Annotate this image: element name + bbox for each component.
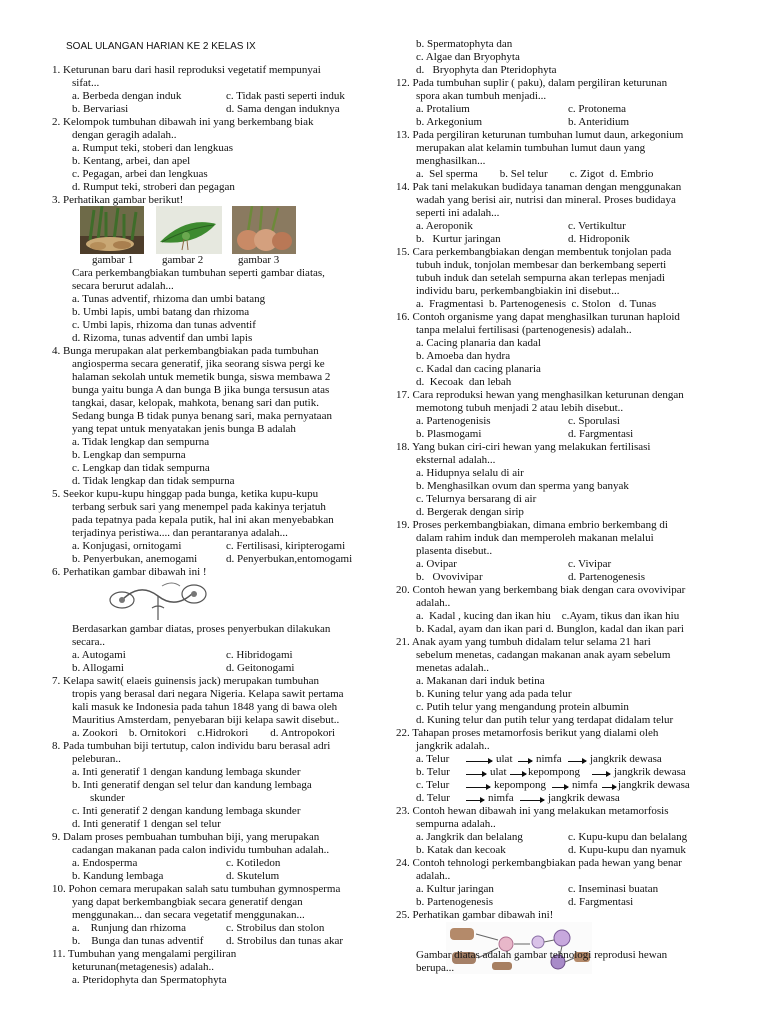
q22-a-stage: nimfa xyxy=(536,753,562,765)
q15-stem: tubuh induk, tonjolan membesar dan berkembang seperti xyxy=(416,259,667,271)
q12-stem: spora akan tumbuh menjadi... xyxy=(416,90,547,102)
q14-option-b: b. Kurtur jaringan xyxy=(416,233,501,245)
q4-option-a: a. Tidak lengkap dan sempurna xyxy=(72,436,210,448)
q6-option-b: b. Allogami xyxy=(72,662,124,674)
q8-stem: 8. Pada tumbuhan biji tertutup, calon individu baru berasal adri xyxy=(52,740,331,752)
q21-option-d: d. Kuning telur dan putih telur yang terdapat didalam telur xyxy=(416,714,674,726)
q12-option-a: a. Protalium xyxy=(416,103,470,115)
q3-image-1 xyxy=(80,206,144,254)
q6-subtext: secara.. xyxy=(72,636,105,648)
q3-option-c: c. Umbi lapis, rhizoma dan tunas adventif xyxy=(72,319,256,331)
q6-subtext: Berdasarkan gambar diatas, proses penyerbukan dilakukan xyxy=(72,623,331,635)
q7-stem: tropis yang berasal dari negara Nigeria. Kelapa sawit pertama xyxy=(72,688,344,700)
q22-c-stage: nimfa xyxy=(572,779,598,791)
arrow-right-icon xyxy=(568,761,586,762)
q23-option-d: d. Kupu-kupu dan nyamuk xyxy=(568,844,686,856)
q3-image-label-3: gambar 3 xyxy=(238,254,280,266)
q22-b-stage: ulat xyxy=(490,766,507,778)
q18-option-a: a. Hidupnya selalu di air xyxy=(416,467,524,479)
q18-stem: 18. Yang bukan ciri-ciri hewan yang melakukan fertilisasi xyxy=(396,441,651,453)
q10-option-b: b. Bunga dan tunas adventif xyxy=(72,935,204,947)
q4-stem: Sedang bunga B tidak punya benang sari, maka pernyataan xyxy=(72,410,332,422)
q4-stem: angiosperma secara generatif, jika seorang siswa pergi ke xyxy=(72,358,325,370)
q12-stem: 12. Pada tumbuhan suplir ( paku), dalam pergiliran keturunan xyxy=(396,77,668,89)
q2-option-d: d. Rumput teki, stroberi dan pegagan xyxy=(72,181,235,193)
q8-option-c: c. Inti generatif 2 dengan kandung lembaga skunder xyxy=(72,805,301,817)
q6-stem: 6. Perhatikan gambar dibawah ini ! xyxy=(52,566,207,578)
q13-options: a. Sel sperma b. Sel telur c. Zigot d. Embrio xyxy=(416,168,654,180)
q3-image-3 xyxy=(232,206,296,254)
q23-option-a: a. Jangkrik dan belalang xyxy=(416,831,523,843)
q3-subtext: secara berurut adalah... xyxy=(72,280,174,292)
q16-option-a: a. Cacing planaria dan kadal xyxy=(416,337,541,349)
q24-stem: adalah.. xyxy=(416,870,451,882)
q2-option-b: b. Kentang, arbei, dan apel xyxy=(72,155,191,167)
q5-stem: terjadinya peristiwa.... dan perantaranya adalah... xyxy=(72,527,288,539)
page-title: SOAL ULANGAN HARIAN KE 2 KELAS IX xyxy=(66,41,256,52)
q19-option-a: a. Ovipar xyxy=(416,558,457,570)
arrow-right-icon xyxy=(466,761,492,762)
q17-stem: 17. Cara reproduksi hewan yang menghasilkan keturunan dengan xyxy=(396,389,684,401)
q14-stem: wadah yang berisi air, nutrisi dan mineral. Proses budidaya xyxy=(416,194,676,206)
q12-option-d: b. Anteridium xyxy=(568,116,630,128)
q3-subtext: Cara perkembangbiakan tumbuhan seperti gambar diatas, xyxy=(72,267,325,279)
q6-option-a: a. Autogami xyxy=(72,649,126,661)
q17-option-a: a. Partenogenisis xyxy=(416,415,491,427)
q6-option-c: c. Hibridogami xyxy=(226,649,293,661)
q15-stem: 15. Cara perkembangbiakan dengan membentuk tonjolan pada xyxy=(396,246,672,258)
q24-option-b: b. Partenogenesis xyxy=(416,896,493,908)
q24-option-c: c. Inseminasi buatan xyxy=(568,883,659,895)
q25-subtext: berupa... xyxy=(416,962,455,974)
q2-option-a: a. Rumput teki, stoberi dan lengkuas xyxy=(72,142,233,154)
q22-d-stage: jangkrik dewasa xyxy=(548,792,620,804)
q7-stem: kali masuk ke Indonesia pada tahun 1848 yang di bawa oleh xyxy=(72,701,338,713)
q4-stem: bunga yaitu bunga A dan bunga B jika bunga tersusun atas xyxy=(72,384,330,396)
q23-option-c: c. Kupu-kupu dan belalang xyxy=(568,831,688,843)
q17-option-c: c. Sporulasi xyxy=(568,415,620,427)
q21-option-c: c. Putih telur yang mengandung protein albumin xyxy=(416,701,629,713)
q18-option-b: b. Menghasilkan ovum dan sperma yang banyak xyxy=(416,480,629,492)
q16-stem: 16. Contoh organisme yang dapat menghasilkan turunan haploid xyxy=(396,311,680,323)
q5-option-c: c. Fertilisasi, kiripterogami xyxy=(226,540,346,552)
q14-option-c: c. Vertikultur xyxy=(568,220,626,232)
q22-option-a: a. Telur xyxy=(416,753,450,765)
q9-option-a: a. Endosperma xyxy=(72,857,138,869)
q21-option-b: b. Kuning telur yang ada pada telur xyxy=(416,688,572,700)
q1-option-d: d. Sama dengan induknya xyxy=(226,103,340,115)
q16-option-c: c. Kadal dan cacing planaria xyxy=(416,363,541,375)
q14-option-a: a. Aeroponik xyxy=(416,220,473,232)
q11-stem: 11. Tumbuhan yang mengalami pergiliran xyxy=(52,948,237,960)
q20-stem: 20. Contoh hewan yang berkembang biak dengan cara ovovivipar xyxy=(396,584,686,596)
q23-stem: 23. Contoh hewan dibawah ini yang melakukan metamorfosis xyxy=(396,805,669,817)
q10-option-d: d. Strobilus dan tunas akar xyxy=(226,935,344,947)
q10-option-a: a. Runjung dan rhizoma xyxy=(72,922,186,934)
arrow-right-icon xyxy=(602,787,616,788)
q3-stem: 3. Perhatikan gambar berikut! xyxy=(52,194,184,206)
q25-stem: 25. Perhatikan gambar dibawah ini! xyxy=(396,909,554,921)
q12-option-c: c. Protonema xyxy=(568,103,627,115)
q12-option-b: b. Arkegonium xyxy=(416,116,482,128)
q4-stem: 4. Bunga merupakan alat perkembangbiakan pada tumbuhan xyxy=(52,345,319,357)
q4-option-d: d. Tidak lengkap dan tidak sempurna xyxy=(72,475,235,487)
q18-option-d: d. Bergerak dengan sirip xyxy=(416,506,524,518)
arrow-right-icon xyxy=(510,774,526,775)
q4-option-c: c. Lengkap dan tidak sempurna xyxy=(72,462,210,474)
q22-b-stage: jangkrik dewasa xyxy=(614,766,686,778)
q15-options: a. Fragmentasi b. Partenogenesis c. Stolon d. Tunas xyxy=(416,298,657,310)
q14-option-d: d. Hidroponik xyxy=(568,233,630,245)
q3-image-label-2: gambar 2 xyxy=(162,254,204,266)
arrow-right-icon xyxy=(518,761,532,762)
q5-option-d: d. Penyerbukan,entomogami xyxy=(226,553,353,565)
q23-option-b: b. Katak dan kecoak xyxy=(416,844,506,856)
q6-option-d: d. Geitonogami xyxy=(226,662,295,674)
q1-stem: sifat... xyxy=(72,77,100,89)
q5-stem: 5. Seekor kupu-kupu hinggap pada bunga, ketika kupu-kupu xyxy=(52,488,319,500)
q5-stem: terbang serbuk sari yang menempel pada kakinya terjatuh xyxy=(72,501,326,513)
q18-stem: eksternal adalah... xyxy=(416,454,496,466)
q22-stem: jangkrik adalah.. xyxy=(416,740,490,752)
q10-stem: yang dapat berkembangbiak secara generatif dengan xyxy=(72,896,303,908)
q1-option-b: b. Bervariasi xyxy=(72,103,129,115)
q6-flower-image xyxy=(102,578,212,622)
arrow-right-icon xyxy=(520,800,544,801)
q21-stem: menetas adalah.. xyxy=(416,662,489,674)
q3-option-d: d. Rizoma, tunas adventif dan umbi lapis xyxy=(72,332,253,344)
q5-option-b: b. Penyerbukan, anemogami xyxy=(72,553,198,565)
q20-stem: adalah.. xyxy=(416,597,451,609)
q22-option-c: c. Telur xyxy=(416,779,450,791)
q22-option-b: b. Telur xyxy=(416,766,450,778)
q3-image-label-1: gambar 1 xyxy=(92,254,134,266)
q17-option-b: b. Plasmogami xyxy=(416,428,482,440)
q16-stem: tanpa melalui fertilisasi (partenogenesis) adalah.. xyxy=(416,324,632,336)
q8-option-b-cont: skunder xyxy=(90,792,125,804)
q19-option-b: b. Ovovivipar xyxy=(416,571,483,583)
q8-option-a: a. Inti generatif 1 dengan kandung lembaga skunder xyxy=(72,766,301,778)
q8-option-d: d. Inti generatif 1 dengan sel telur xyxy=(72,818,221,830)
q7-options: a. Zookori b. Ornitokori c.Hidrokori d. Antropokori xyxy=(72,727,336,739)
q25-reproduction-technology-image xyxy=(446,922,592,974)
q21-option-a: a. Makanan dari induk betina xyxy=(416,675,545,687)
q21-stem: 21. Anak ayam yang tumbuh didalam telur selama 21 hari xyxy=(396,636,651,648)
q1-option-a: a. Berbeda dengan induk xyxy=(72,90,182,102)
q9-option-c: c. Kotiledon xyxy=(226,857,281,869)
q11-stem: keturunan(metagenesis) adalah.. xyxy=(72,961,215,973)
q13-stem: menghasilkan... xyxy=(416,155,486,167)
q15-stem: tubuh induk dan setelah sempurna akan terlepas menjadi xyxy=(416,272,665,284)
q16-option-d: d. Kecoak dan lebah xyxy=(416,376,512,388)
q17-option-d: d. Fargmentasi xyxy=(568,428,634,440)
q4-stem: halaman sekolah untuk memetik bunga, siswa membawa 2 xyxy=(72,371,331,383)
q14-stem: 14. Pak tani melakukan budidaya tanaman dengan menggunakan xyxy=(396,181,682,193)
q24-option-d: d. Fargmentasi xyxy=(568,896,634,908)
q10-option-c: c. Strobilus dan stolon xyxy=(226,922,325,934)
q7-stem: 7. Kelapa sawit( elaeis guinensis jack) merupakan tumbuhan xyxy=(52,675,319,687)
q1-stem: 1. Keturunan baru dari hasil reproduksi vegetatif mempunyai xyxy=(52,64,321,76)
q4-stem: tangkai, dasar, kelopak, mahkota, benang sari dan putik. xyxy=(72,397,319,409)
q19-option-c: c. Vivipar xyxy=(568,558,612,570)
q8-option-b: b. Inti generatif dengan sel telur dan kandung lembaga xyxy=(72,779,312,791)
q19-stem: 19. Proses perkembangbiakan, dimana embrio berkembang di xyxy=(396,519,668,531)
arrow-right-icon xyxy=(592,774,610,775)
q3-option-a: a. Tunas adventif, rhizoma dan umbi batang xyxy=(72,293,266,305)
q25-subtext: Gambar diatas adalah gambar tehnologi reprodusi hewan xyxy=(416,949,668,961)
q11-option-c: c. Algae dan Bryophyta xyxy=(416,51,520,63)
q13-stem: merupakan alat kelamin tumbuhan lumut daun yang xyxy=(416,142,646,154)
q2-stem: dengan geragih adalah.. xyxy=(72,129,177,141)
q11-option-b: b. Spermatophyta dan xyxy=(416,38,513,50)
arrow-right-icon xyxy=(552,787,568,788)
q8-stem: peleburan.. xyxy=(72,753,121,765)
q5-stem: pada tepatnya pada kepala putik, hal ini akan menyebabkan xyxy=(72,514,334,526)
q11-option-a: a. Pteridophyta dan Spermatophyta xyxy=(72,974,227,986)
q4-option-b: b. Lengkap dan sempurna xyxy=(72,449,186,461)
q24-stem: 24. Contoh tehnologi perkembangbiakan pada hewan yang benar xyxy=(396,857,682,869)
q19-stem: dalam rahim induk dan memperoleh makanan melalui xyxy=(416,532,654,544)
q15-stem: individu baru, perkembangbiakin ini disebut... xyxy=(416,285,620,297)
q9-option-d: d. Skutelum xyxy=(226,870,280,882)
q3-image-2 xyxy=(156,206,222,254)
q2-option-c: c. Pegagan, arbei dan lengkuas xyxy=(72,168,208,180)
q7-stem: Mauritius Amsterdam, penyebaran biji kelapa sawit disebut.. xyxy=(72,714,340,726)
q9-stem: 9. Dalam proses pembuahan tumbuhan biji, yang merupakan xyxy=(52,831,320,843)
arrow-right-icon xyxy=(466,787,490,788)
q11-option-d: d. Bryophyta dan Pteridophyta xyxy=(416,64,557,76)
q22-a-stage: ulat xyxy=(496,753,513,765)
q21-stem: sebelum menetas, cadangan makanan anak ayam sebelum xyxy=(416,649,671,661)
q4-stem: yang tepat untuk menyatakan jenis bunga B adalah xyxy=(72,423,296,435)
q18-option-c: c. Telurnya bersarang di air xyxy=(416,493,537,505)
q3-option-b: b. Umbi lapis, umbi batang dan rhizoma xyxy=(72,306,250,318)
arrow-right-icon xyxy=(466,800,484,801)
q9-option-b: b. Kandung lembaga xyxy=(72,870,164,882)
q1-option-c: c. Tidak pasti seperti induk xyxy=(226,90,345,102)
q22-option-d: d. Telur xyxy=(416,792,450,804)
q22-c-stage: jangkrik dewasa xyxy=(618,779,690,791)
q22-c-stage: kepompong xyxy=(494,779,546,791)
q23-stem: sempurna adalah.. xyxy=(416,818,496,830)
arrow-right-icon xyxy=(466,774,486,775)
q19-stem: plasenta disebut.. xyxy=(416,545,493,557)
q22-a-stage: jangkrik dewasa xyxy=(590,753,662,765)
q14-stem: seperti ini adalah... xyxy=(416,207,500,219)
q22-d-stage: nimfa xyxy=(488,792,514,804)
q13-stem: 13. Pada pergiliran keturunan tumbuhan lumut daun, arkegonium xyxy=(396,129,684,141)
q10-stem: menggunakan... dan secara vegetatif menggunakan... xyxy=(72,909,305,921)
q10-stem: 10. Pohon cemara merupakan salah satu tumbuhan gymnosperma xyxy=(52,883,341,895)
q2-stem: 2. Kelompok tumbuhan dibawah ini yang berkembang biak xyxy=(52,116,314,128)
q5-option-a: a. Konjugasi, ornitogami xyxy=(72,540,182,552)
q16-option-b: b. Amoeba dan hydra xyxy=(416,350,511,362)
q9-stem: cadangan makanan pada calon individu tumbuhan adalah.. xyxy=(72,844,330,856)
q17-stem: memotong tubuh menjadi 2 atau lebih disebut.. xyxy=(416,402,624,414)
q20-option-b-d: b. Kadal, ayam dan ikan pari d. Bunglon, kadal dan ikan pari xyxy=(416,623,684,635)
q22-b-stage: kepompong xyxy=(528,766,580,778)
q20-option-a-c: a. Kadal , kucing dan ikan hiu c.Ayam, tikus dan ikan hiu xyxy=(416,610,680,622)
q24-option-a: a. Kultur jaringan xyxy=(416,883,494,895)
q22-stem: 22. Tahapan proses metamorfosis berikut yang dialami oleh xyxy=(396,727,659,739)
q19-option-d: d. Partenogenesis xyxy=(568,571,645,583)
